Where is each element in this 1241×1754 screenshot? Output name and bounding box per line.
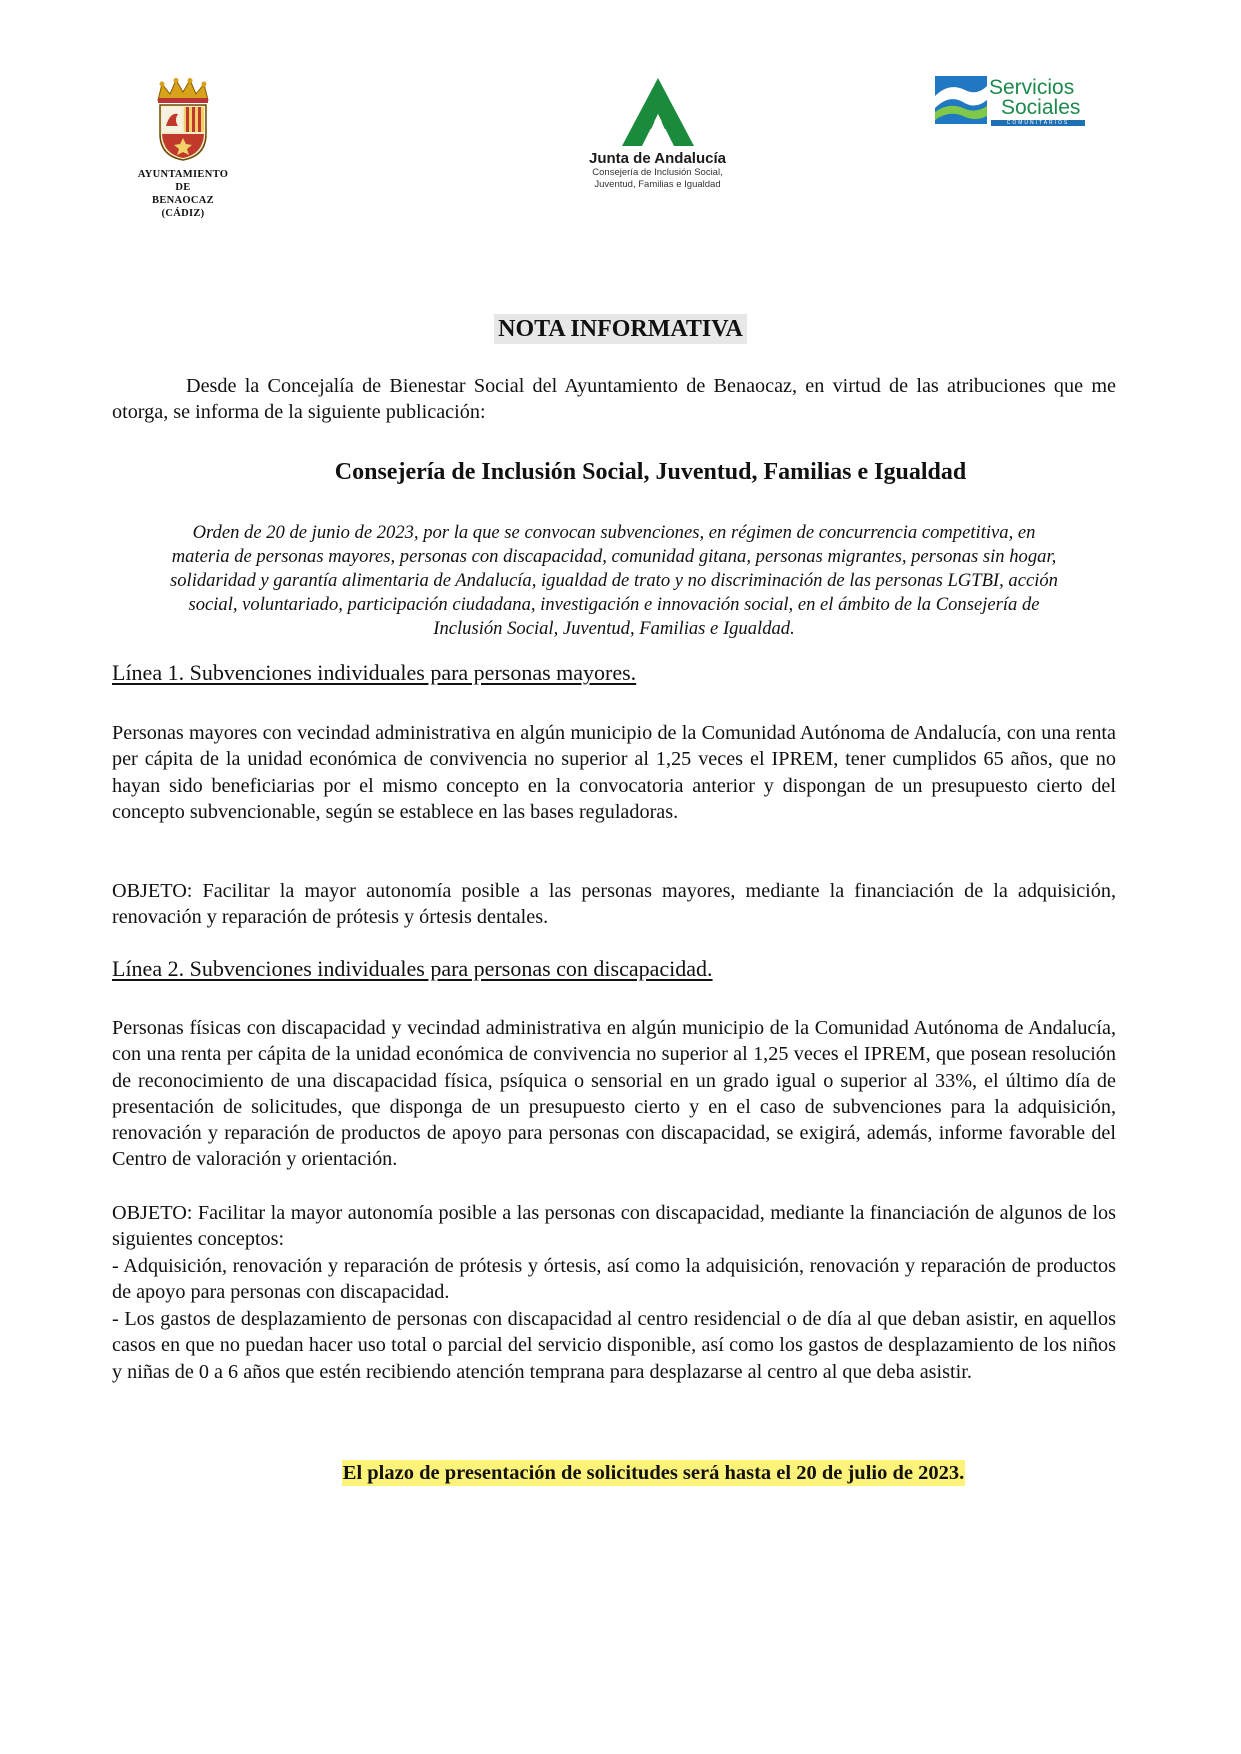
ayuntamiento-caption [128, 168, 238, 220]
wave-icon [935, 76, 987, 126]
deadline-text: El plazo de presentación de solicitudes será hasta el 20 de julio de 2023. [342, 1462, 965, 1484]
ss-bar: COMUNITARIOS [991, 120, 1085, 126]
consejeria-heading: Consejería de Inclusión Social, Juventud, Familias e Igualdad [334, 459, 967, 485]
junta-subtitle: Consejería de Inclusión Social, [592, 167, 723, 178]
linea1-heading: Línea 1. Subvenciones individuales para personas mayores. [112, 660, 637, 685]
ayuntamiento-logo [128, 78, 238, 220]
caption-line: DE [175, 182, 191, 193]
coat-of-arms-icon [152, 78, 214, 162]
junta-name: Junta de Andalucía [589, 150, 726, 167]
linea2-objeto: OBJETO: Facilitar la mayor autonomía posible a las personas con discapacidad, mediante la financiación de algunos de los siguientes conceptos: [112, 1202, 1116, 1251]
linea2-item2: - Los gastos de desplazamiento de personas con discapacidad al centro residencial o de día al que deban asistir, en aquellos casos en que no puedan hacer uso total o parcial del servicio disponible, así como los gastos de desplazamiento de los niños y niñas de 0 a 6 años que estén recibiendo atención temprana para desplazarse al centro al que deba asistir. [112, 1308, 1116, 1383]
orden-line: social, voluntariado, participación ciudadana, investigación e innovación social, en el ámbito de la Consejería de [188, 594, 1040, 615]
linea2-heading: Línea 2. Subvenciones individuales para personas con discapacidad. [112, 956, 713, 981]
deadline-notice [0, 1462, 1241, 1485]
orden-line: solidaridad y garantía alimentaria de Andalucía, igualdad de trato y no discriminación de las personas LGTBI, acción [170, 570, 1058, 591]
servicios-sociales-logo [935, 74, 1090, 130]
orden-line: Orden de 20 de junio de 2023, por la que se convocan subvenciones, en régimen de concurrencia competitiva, en [192, 522, 1036, 543]
orden-paragraph [112, 521, 1116, 641]
junta-subtitle: Juventud, Familias e Igualdad [594, 179, 721, 190]
linea2-item1: - Adquisición, renovación y reparación de prótesis y órtesis, así como la adquisición, renovación y reparación de productos de apoyo para personas con discapacidad. [112, 1255, 1116, 1304]
orden-line: materia de personas mayores, personas con discapacidad, comunidad gitana, personas migrantes, personas sin hogar, [171, 546, 1057, 567]
caption-line: AYUNTAMIENTO [137, 169, 229, 180]
caption-line: (CÁDIZ) [161, 208, 205, 219]
intro-paragraph [112, 373, 1116, 426]
ss-line1: Servicios [989, 76, 1075, 99]
linea1-body: Personas mayores con vecindad administrativa en algún municipio de la Comunidad Autónoma de Andalucía, con una renta per cápita de la unidad económica de convivencia no superior al 1,25 veces el IPREM, tener cumplidos 65 años, que no hayan sido beneficiarias por el mismo concepto en la convocatoria anterior y dispongan de un presupuesto cierto del concepto subvencionable, según se establece en las bases reguladoras. [112, 722, 1116, 823]
junta-a-icon [622, 78, 694, 146]
caption-line: BENAOCAZ [152, 195, 214, 206]
ss-line2: Sociales [1001, 96, 1081, 119]
orden-line: Inclusión Social, Juventud, Familias e Igualdad. [433, 618, 795, 639]
linea1-objeto: OBJETO: Facilitar la mayor autonomía posible a las personas mayores, mediante la financiación de la adquisición, renovación y reparación de prótesis y órtesis dentales. [112, 880, 1116, 929]
page-title [0, 316, 1241, 343]
linea2-body: Personas físicas con discapacidad y vecindad administrativa en algún municipio de la Comunidad Autónoma de Andalucía, con una renta per cápita de la unidad económica de convivencia no superior al 1,25 veces el IPREM, que posean resolución de reconocimiento de una discapacidad física, psíquica o sensorial en un grado igual o superior al 33%, el último día de presentación de solicitudes, que disponga de un presupuesto cierto y en el caso de subvenciones para la adquisición, renovación y reparación de productos de apoyo para personas con discapacidad, se exigirá, además, informe favorable del Centro de valoración y orientación. [112, 1017, 1116, 1171]
intro-text: Desde la Concejalía de Bienestar Social del Ayuntamiento de Benaocaz, en virtud de las atribuciones que me otorga, se informa de la siguiente publicación: [112, 375, 1116, 424]
page-title-text: NOTA INFORMATIVA [494, 314, 747, 344]
servicios-sociales-text [989, 78, 1080, 118]
junta-logo [570, 78, 745, 191]
